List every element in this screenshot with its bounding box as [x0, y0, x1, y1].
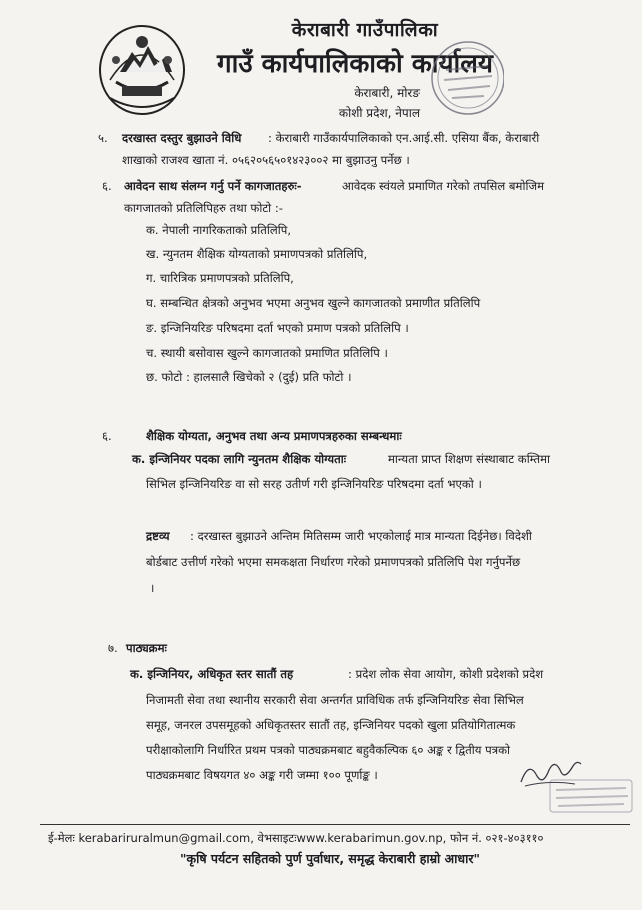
section-5-line-1: : केराबारी गाउँकार्यपालिकाको एन.आई.सी. एसिया बैंक, केराबारी — [268, 131, 540, 145]
note-line-3: । — [150, 581, 155, 595]
list-item-gha: घ. सम्बन्धित क्षेत्रको अनुभव भएमा अनुभव खुल्ने कागजातको प्रमाणीत प्रतिलिपि — [146, 296, 481, 310]
office-seal-icon — [418, 22, 504, 122]
section-6b-number: ६. — [102, 429, 112, 443]
section-7-title: पाठ्यक्रमः — [126, 641, 167, 655]
section-7-line-1: : प्रदेश लोक सेवा आयोग, कोशी प्रदेशको प्रदेश — [348, 667, 544, 681]
section-6a-title: आवेदन साथ संलग्न गर्नु पर्ने कागजातहरुः- — [124, 179, 302, 193]
list-item-ga: ग. चारित्रिक प्रमाणपत्रको प्रतिलिपि, — [146, 271, 294, 285]
footer-divider — [40, 824, 630, 825]
office-address: केराबारी, मोरङ — [354, 86, 420, 100]
note-label: द्रष्टव्य — [146, 529, 170, 543]
section-7-line-5: पाठ्यक्रमबाट विषयगत ४० अङ्क गरी जम्मा १०० पूर्णाङ्क । — [146, 768, 378, 782]
note-line-1: : दरखास्त बुझाउने अन्तिम मितिसम्म जारी भएकोलाई मात्र मान्यता दिईनेछ। विदेशी — [190, 529, 532, 543]
section-6b-item-line-2: सिभिल इन्जिनियरिङ वा सो सरह उतीर्ण गरी इन्जिनियरिङ परिषदमा दर्ता भएको । — [146, 477, 482, 491]
list-item-nga: ङ. इन्जिनियरिङ परिषदमा दर्ता भएको प्रमाण पत्रको प्रतिलिपि । — [146, 321, 409, 335]
section-5-number: ५. — [98, 131, 108, 145]
list-item-kha: ख. न्युनतम शैक्षिक योग्यताको प्रमाणपत्रको प्रतिलिपि, — [146, 247, 368, 261]
section-6a-line-1: आवेदक स्वंयले प्रमाणित गरेको तपसिल बमोजिम — [342, 179, 545, 193]
list-item-cha: च. स्थायी बसोवास खुल्ने कागजातको प्रमाणित प्रतिलिपि । — [146, 346, 388, 360]
list-item-chha: छ. फोटो : हालसालै खिचेको २ (दुई) प्रति फोटो । — [146, 370, 352, 384]
section-6a-line-2: कागजातको प्रतिलिपिहरु तथा फोटो :- — [124, 201, 283, 215]
section-7-line-4: परीक्षाकोलागि निर्धारित प्रथम पत्रको पाठ्यक्रमबाट बहुवैकल्पिक ६० अङ्क र द्वितीय पत्रको — [146, 743, 511, 757]
section-5-line-2: शाखाको राजश्व खाता नं. ०५६२०५६५०१४२३००२ मा बुझाउनु पर्नेछ । — [122, 153, 410, 167]
footer-contact: ई-मेलः kerabariruralmun@gmail.com, वेभसाइटःwww.kerabarimun.gov.np, फोन नं. ०२१-४०३११० — [48, 831, 544, 845]
section-7-line-2: निजामती सेवा तथा स्थानीय सरकारी सेवा अन्तर्गत प्राविधिक तर्फ इन्जिनियरिङ सेवा सिभिल — [146, 693, 524, 707]
officer-stamp-icon — [546, 776, 636, 816]
municipality-name: केराबारी गाउँपालिका — [291, 19, 439, 41]
note-line-2: बोर्डबाट उत्तीर्ण गरेको भएमा समकक्षता निर्धारण गरेको प्रमाणपत्रको प्रतिलिपि पेश गर्नुपर्नेछ — [146, 555, 521, 569]
section-6b-item-label: क. इन्जिनियर पदका लागि न्युनतम शैक्षिक योग्यताः — [132, 452, 347, 466]
office-name: गाउँ कार्यपालिकाको कार्यालय — [217, 49, 493, 79]
section-6b-title: शैक्षिक योग्यता, अनुभव तथा अन्य प्रमाणपत्रहरुका सम्बन्धमाः — [146, 429, 402, 443]
office-province: कोशी प्रदेश, नेपाल — [338, 106, 420, 120]
section-6b-item-line-1: मान्यता प्राप्त शिक्षण संस्थाबाट कम्तिमा — [388, 452, 551, 466]
section-7-line-3: समूह, जनरल उपसमूहको अधिकृतस्तर सातौं तह, इन्जिनियर पदको खुला प्रतियोगितात्मक — [146, 718, 516, 732]
list-item-ka: क. नेपाली नागरिकताको प्रतिलिपि, — [146, 223, 292, 237]
footer-slogan: "कृषि पर्यटन सहितको पुर्ण पुर्वाधार, समृद्ध केराबारी हाम्रो आधार" — [180, 851, 480, 866]
section-6a-number: ६. — [102, 179, 112, 193]
section-7-item-label: क. इन्जिनियर, अधिकृत स्तर सातौं तह — [130, 667, 294, 681]
section-7-number: ७. — [108, 641, 118, 655]
section-5-title: दरखास्त दस्तुर बुझाउने विधि — [122, 131, 242, 145]
nepal-government-emblem-icon — [96, 20, 188, 116]
